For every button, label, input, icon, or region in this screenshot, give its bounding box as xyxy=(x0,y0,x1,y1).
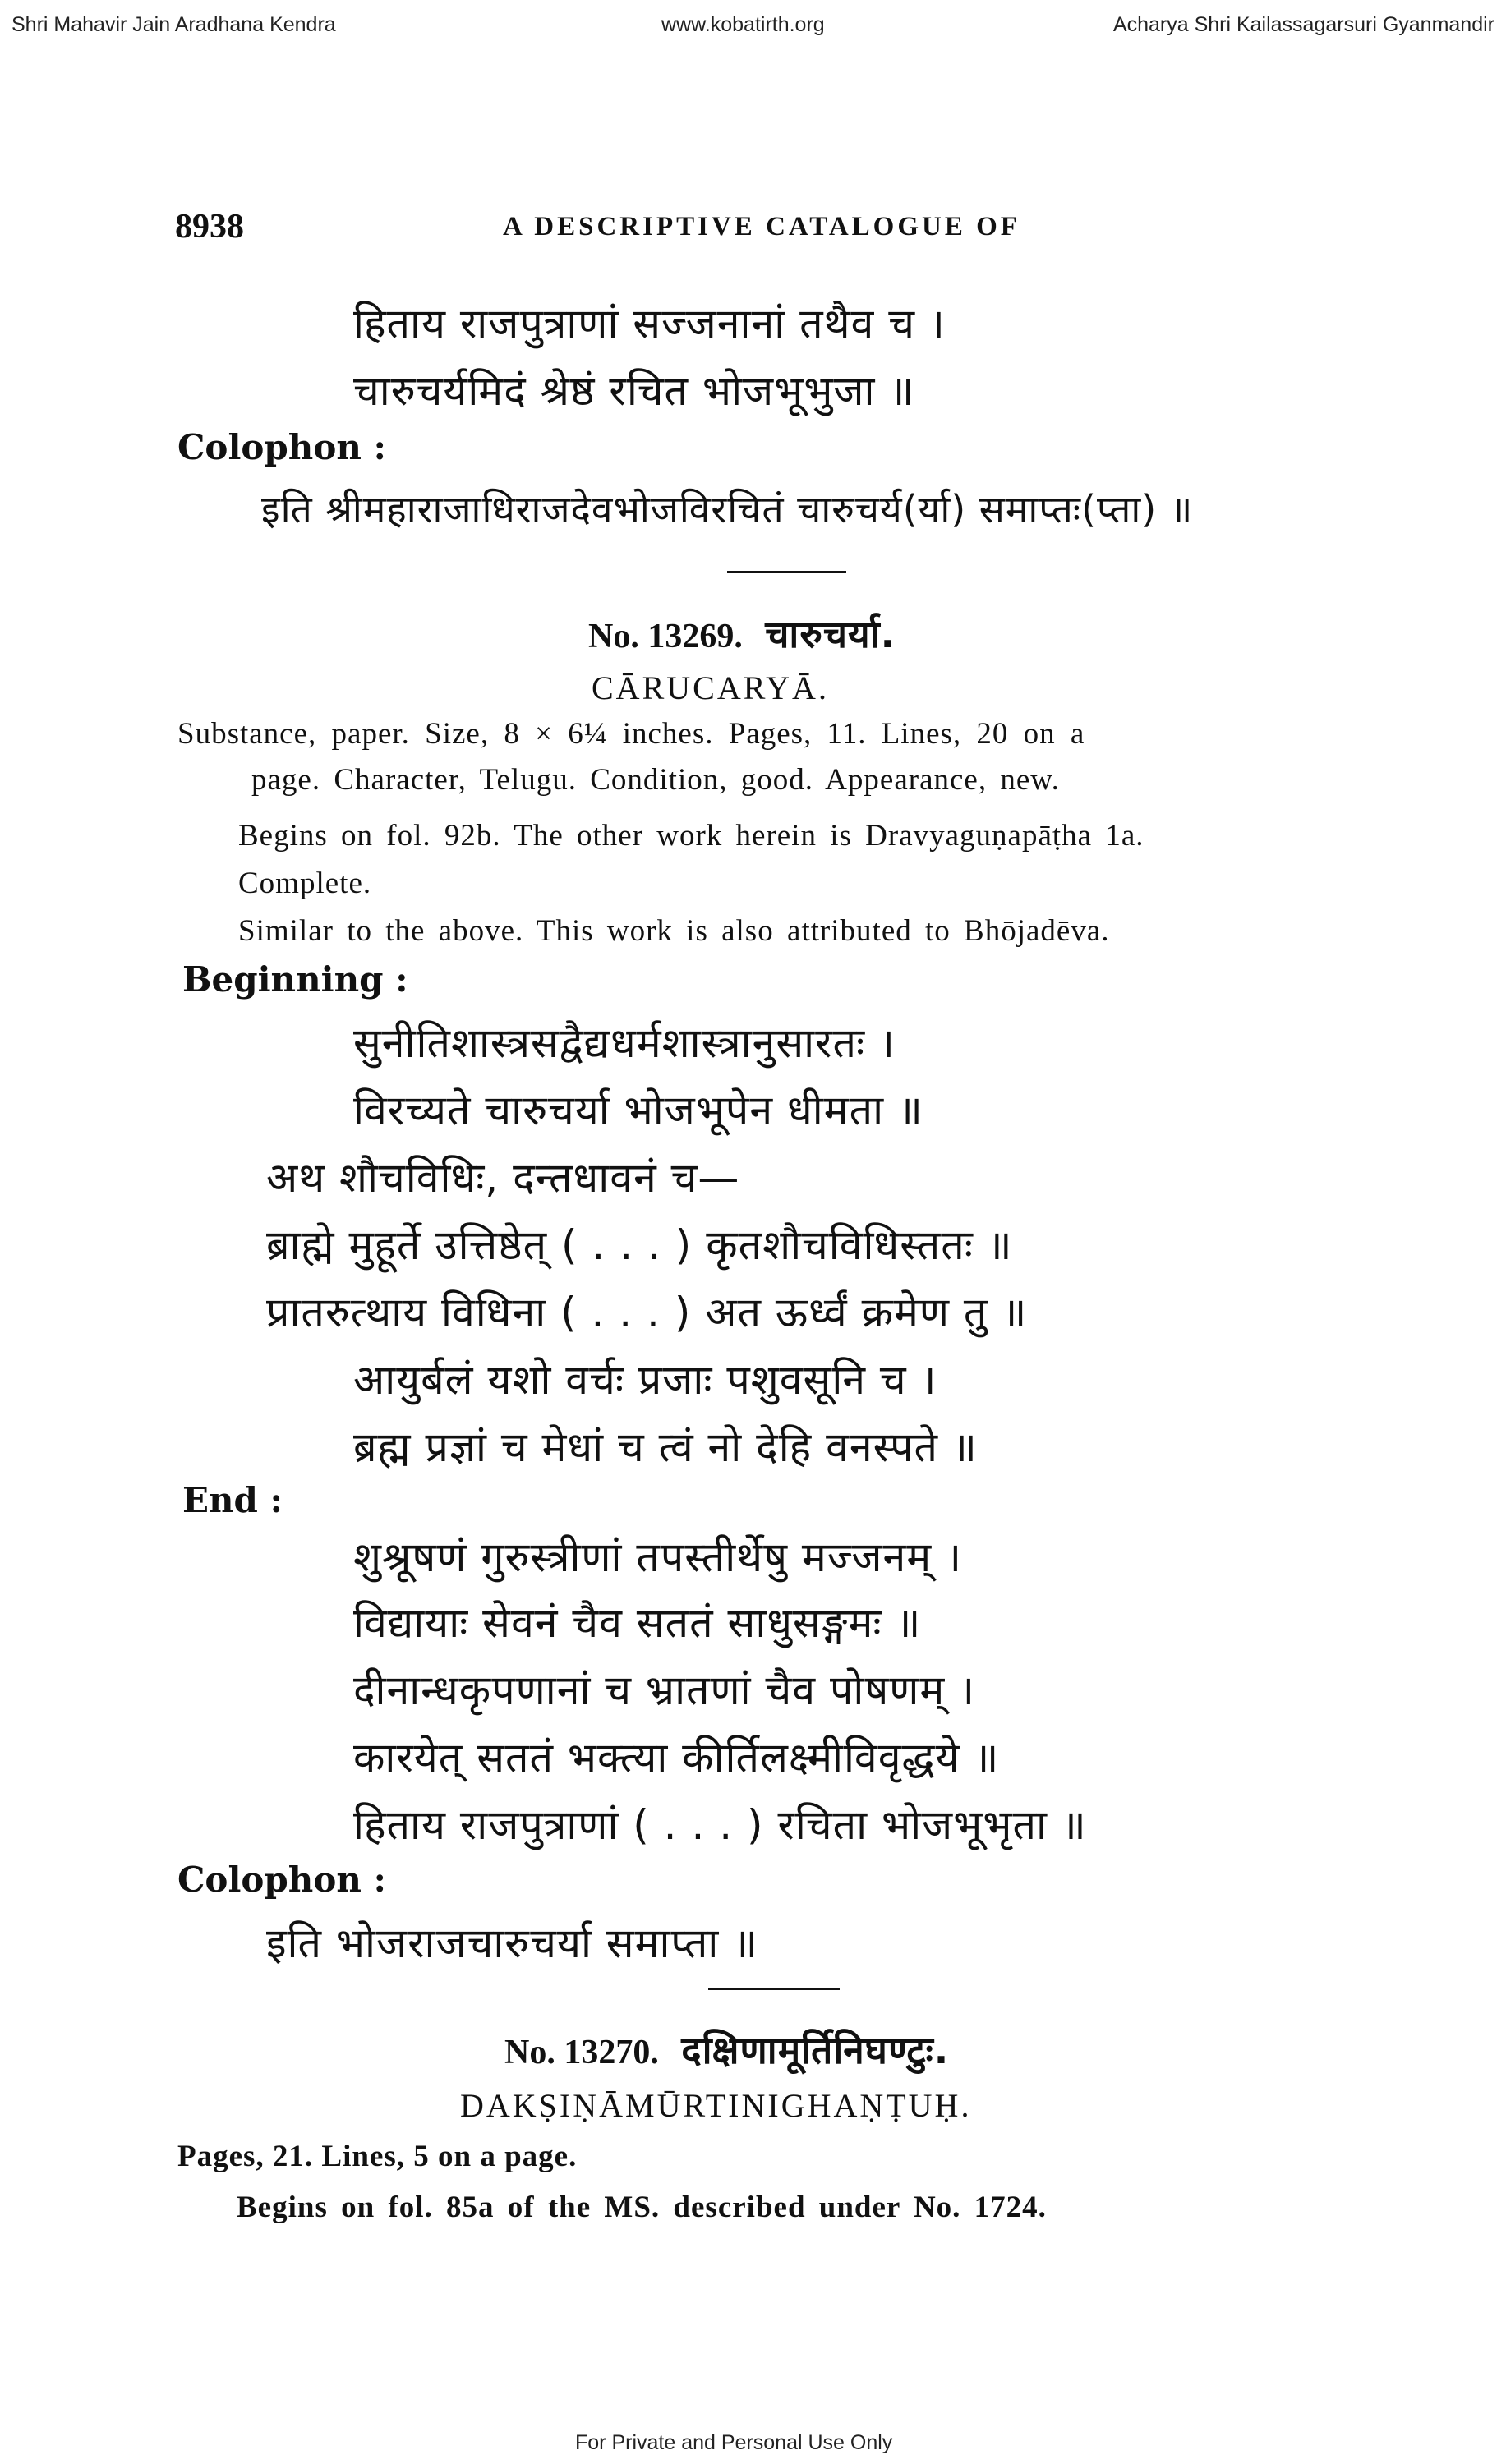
description-line: Pages, 21. Lines, 5 on a page. xyxy=(177,2140,578,2173)
beginning-line: विरच्यते चारुचर्या भोजभूपेन धीमता ॥ xyxy=(353,1087,923,1134)
prev-verse-line: चारुचर्यमिदं श्रेष्ठं रचित भोजभूभुजा ॥ xyxy=(353,367,915,415)
end-label: End : xyxy=(182,1480,283,1520)
header-right: Acharya Shri Kailassagarsuri Gyanmandir xyxy=(1112,13,1494,36)
beginning-line: सुनीतिशास्त्रसद्वैद्यधर्मशास्त्रानुसारतः । xyxy=(353,1019,896,1067)
beginning-line: ब्रह्म प्रज्ञां च मेधां च त्वं नो देहि वनस्पते ॥ xyxy=(353,1423,978,1471)
description-line: Similar to the above. This work is also attributed to Bhōjadēva. xyxy=(238,914,1110,948)
entry-number: No. 13269. xyxy=(588,618,743,655)
entry-heading xyxy=(588,608,896,659)
description-line: Substance, paper. Size, 8 × 6¼ inches. Pages, 11. Lines, 20 on a xyxy=(177,717,1085,751)
description-line: Begins on fol. 92b. The other work herein is Dravyaguṇapāṭha 1a. xyxy=(238,819,1144,853)
end-line: कारयेत् सततं भक्त्या कीर्तिलक्ष्मीविवृद्धये ॥ xyxy=(353,1734,1000,1781)
end-line: शुश्रूषणं गुरुस्त्रीणां तपस्तीर्थेषु मज्जनम् । xyxy=(353,1533,963,1581)
beginning-line: आयुर्बलं यशो वर्चः प्रजाः पशुवसूनि च । xyxy=(353,1356,937,1404)
entry-title-devanagari: दक्षिणामूर्तिनिघण्टुः. xyxy=(681,2028,950,2072)
beginning-line: ब्राह्मे मुहूर्ते उत्तिष्ठेत् ( . . . ) कृतशौचविधिस्ततः ॥ xyxy=(266,1221,1013,1269)
colophon-label: Colophon : xyxy=(177,427,386,467)
end-line: हिताय राजपुत्राणां ( . . . ) रचिता भोजभूभृता ॥ xyxy=(353,1801,1087,1849)
entry-title-roman: DAKṢIṆĀMŪRTINIGHAṆṬUḤ. xyxy=(460,2087,972,2124)
prev-verse-line: हिताय राजपुत्राणां सज्जनानां तथैव च । xyxy=(353,300,946,347)
colophon-label: Colophon : xyxy=(177,1859,386,1900)
beginning-label: Beginning : xyxy=(182,959,408,1000)
beginning-line: अथ शौचविधिः, दन्तधावनं च— xyxy=(266,1154,740,1202)
page-number: 8938 xyxy=(175,208,244,246)
description-line: page. Character, Telugu. Condition, good. Appearance, new. xyxy=(251,763,1060,797)
entry-number: No. 13270. xyxy=(504,2034,659,2071)
colophon-text: इति श्रीमहाराजाधिराजदेवभोजविरचितं चारुचर्य(र्या) समाप्तः(प्ता) ॥ xyxy=(261,487,1194,531)
entry-heading xyxy=(504,2024,949,2075)
colophon-text: इति भोजराजचारुचर्या समाप्ता ॥ xyxy=(266,1919,759,1967)
separator-rule xyxy=(708,1988,840,1990)
end-line: दीनान्धकृपणानां च भ्रातणां चैव पोषणम् । xyxy=(353,1666,976,1714)
header-left: Shri Mahavir Jain Aradhana Kendra xyxy=(12,13,336,36)
separator-rule xyxy=(727,571,846,573)
running-title: A DESCRIPTIVE CATALOGUE OF xyxy=(503,212,1020,241)
beginning-line: प्रातरुत्थाय विधिना ( . . . ) अत ऊर्ध्वं क्रमेण तु ॥ xyxy=(266,1289,1028,1336)
header-center: www.kobatirth.org xyxy=(661,13,825,36)
description-line: Begins on fol. 85a of the MS. described under No. 1724. xyxy=(237,2190,1047,2224)
entry-title-roman: CĀRUCARYĀ. xyxy=(592,669,829,706)
footer-text: For Private and Personal Use Only xyxy=(575,2431,893,2454)
end-line: विद्यायाः सेवनं चैव सततं साधुसङ्गमः ॥ xyxy=(353,1599,922,1647)
description-line: Complete. xyxy=(238,867,372,900)
entry-title-devanagari: चारुचर्या. xyxy=(765,612,896,656)
